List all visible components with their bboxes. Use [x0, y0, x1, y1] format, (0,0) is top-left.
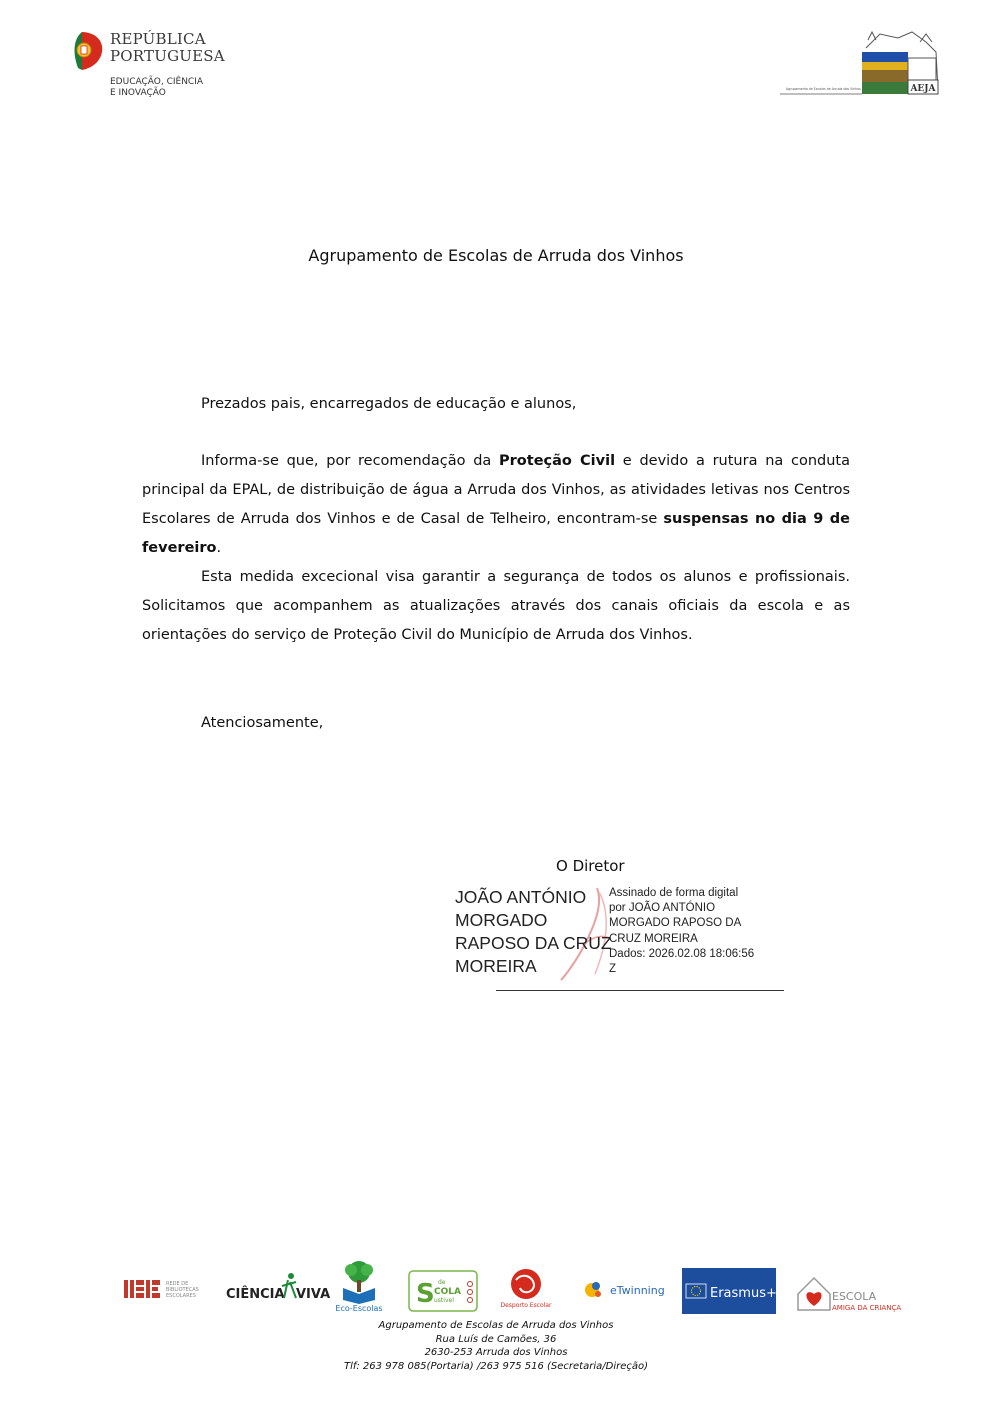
paragraph-1 [142, 447, 850, 563]
signature-info-line: Z [609, 963, 617, 976]
gov-name-line1: REPÚBLICA [110, 30, 206, 48]
footer-address [0, 1319, 992, 1373]
p1-text-e: . [216, 540, 222, 556]
footer-address-line: Tlf: 263 978 085(Portaria) /263 975 516 (Secretaria/Direção) [343, 1360, 649, 1372]
ciencia-viva-logo [224, 1268, 331, 1304]
signature-info-line: Assinado de forma digital [609, 887, 739, 899]
portugal-emblem-icon [72, 30, 104, 72]
signature-info-line: Dados: 2026.02.08 18:06:56 [609, 947, 755, 960]
school-logo [780, 28, 944, 100]
ciencia-text: CIÊNCIA [226, 1287, 285, 1302]
viva-text: VIVA [296, 1287, 331, 1302]
signer-name-line: MORGADO [455, 910, 548, 930]
p1-bold-civil-protection: Proteção Civil [499, 453, 616, 469]
escola-de-text: de [438, 1279, 446, 1286]
signer-name-line: JOÃO ANTÓNIO [455, 887, 587, 907]
school-logo-abbrev: AEJA [910, 84, 936, 94]
signer-name [455, 886, 610, 978]
etwinning-logo [582, 1276, 670, 1304]
rbe-text-3: ESCOLARES [166, 1293, 196, 1299]
desporto-escolar-logo [494, 1266, 558, 1310]
footer-address-line: 2630-253 Arruda dos Vinhos [424, 1347, 568, 1358]
digital-signature-info [609, 886, 779, 977]
signer-name-line: RAPOSO DA CRUZ [455, 933, 612, 953]
paragraph-2: Esta medida excecional visa garantir a segurança de todos os alunos e profissionais. Solicitamos que acompanhem as atualizações através dos canais oficiais da escola e as orientações do serviço de Proteção Civil do Município de Arruda dos Vinhos. [142, 569, 850, 643]
gov-name-line2: PORTUGUESA [110, 47, 225, 65]
eco-escolas-logo [333, 1258, 385, 1312]
signature-info-line: CRUZ MOREIRA [609, 932, 698, 945]
etwinning-text: eTwinning [610, 1284, 665, 1297]
escola-amiga-crianca-logo [796, 1274, 902, 1314]
ministry-line2: E INOVAÇÃO [110, 88, 166, 98]
rbe-text-1: REDE DE [166, 1281, 189, 1287]
erasmus-text: Erasmus+ [710, 1286, 777, 1301]
greeting: Prezados pais, encarregados de educação e alunos, [201, 396, 577, 412]
escola-sustentavel-text: ustivel [434, 1297, 454, 1304]
escola-amiga-text-2: AMIGA DA CRIANÇA [832, 1304, 902, 1312]
page-title: Agrupamento de Escolas de Arruda dos Vinhos [308, 246, 684, 265]
footer-address-line: Agrupamento de Escolas de Arruda dos Vinhos [378, 1320, 614, 1331]
escola-s-letter: S [416, 1279, 435, 1309]
eco-escolas-text: Eco-Escolas [335, 1304, 383, 1313]
school-logo-caption: Agrupamento de Escolas de Arruda dos Vinhos [786, 87, 861, 91]
p1-text-c: e devido a rutura na conduta principal da EPAL, de distribuição de água a Arruda dos Vinhos, as atividades letivas nos Centros Escolares de Arruda dos Vinhos e de Casal de Telheiro, encontram-se [142, 453, 850, 527]
government-logo [72, 30, 232, 100]
escola-sustentavel-logo [408, 1270, 478, 1312]
rbe-logo [122, 1276, 210, 1302]
letter-body [142, 447, 850, 650]
desporto-text: Desporto Escolar [500, 1302, 552, 1309]
rbe-text-2: BIBLIOTECAS [166, 1287, 199, 1293]
escola-cola-text: COLA [434, 1287, 461, 1297]
signature-info-line: MORGADO RAPOSO DA [609, 917, 742, 930]
escola-amiga-text-1: ESCOLA [832, 1290, 877, 1303]
signature-info-line: por JOÃO ANTÓNIO [609, 902, 716, 915]
signer-role: O Diretor [556, 857, 625, 875]
footer-address-line: Rua Luís de Camões, 36 [435, 1333, 557, 1345]
closing: Atenciosamente, [201, 715, 324, 731]
p1-bold-suspension: suspensas no dia 9 de fevereiro [142, 511, 850, 556]
erasmus-logo [682, 1268, 776, 1314]
signature-line [496, 990, 784, 991]
signer-name-line: MOREIRA [455, 956, 537, 976]
ministry-line1: EDUCAÇÃO, CIÊNCIA [110, 77, 204, 87]
p1-text-a: Informa-se que, por recomendação da [201, 453, 500, 469]
